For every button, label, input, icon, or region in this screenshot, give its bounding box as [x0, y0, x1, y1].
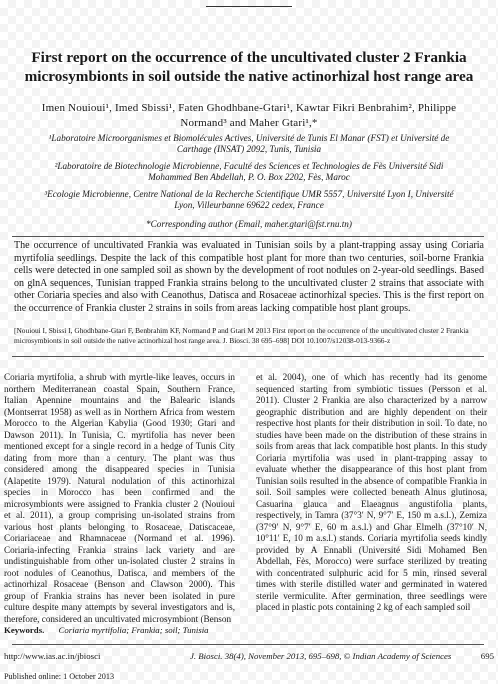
- citation: [Nouioui I, Sbissi I, Ghodhbane-Gtari F, Benbrahim KF, Normand P and Gtari M 2013 First report on the occurrence of the uncultivated cluster 2 Frankia microsymbionts in soil outside the native actinorhizal host range area. J. Biosci. 38 695–698] DOI 10.1007/s12038-013-9366-z: [14, 326, 469, 345]
- published-date: Published online: 1 October 2013: [4, 672, 115, 681]
- body-column-left: Coriaria myrtifolia, a shrub with myrtle-like leaves, occurs in northern Mediterranean coastal Spain, Southern France, Italian Apennine mountains and the Balearic islands (Montserrat 1958) as well as in Northern Africa from western Morocco to the Algerian Kabylia (Good 1930; Gtari and Dawson 2011). In Tunisia, C. myrtifolia has never been mentioned except for a single record in a hedge of Tunis City dating from more than a century. The plant was thus considered among the disappeared species in Tunisia (Alapetite 1979). Natural nodulation of this actinorhizal species in Morocco has been confirmed and the microsymbionts were assigned to Frankia cluster 2 (Nouioui et al. 2011), a group comprising un-isolated strains from various host plants belonging to Rosaceae, Datiscaceae, Coriariaceae and Rhamnaceae (Normand et al. 1996). Coriaria-infecting Frankia strains lack variety and are undistinguishable from other un-isolated cluster 2 strains in root nodules of Ceanothus, Datisca, and members of the actinorhizal Rosaceae (Benson and Clawson 2000). This group of Frankia strains has never been isolated in pure culture despite many attempts by several investigators and is, therefore, considered an uncultivated microsymbiont (Benson: [4, 372, 235, 624]
- journal-url-link[interactable]: http://www.ias.ac.in/jbiosci: [4, 651, 101, 661]
- keywords-text: Coriaria myrtifolia; Frankia; soil; Tunisia: [58, 625, 209, 635]
- abstract-bottom-rule: [12, 356, 484, 357]
- abstract-top-rule: [12, 236, 484, 237]
- keywords-label: Keywords.: [4, 625, 45, 635]
- keywords: [4, 625, 484, 635]
- affiliation-2: ²Laboratoire de Biotechnologie Microbienne, Faculté des Sciences et Technologies de Fès Université Sidi Mohammed Ben Abdellah, P. O. Box 2202, Fès, Maroc: [54, 161, 444, 182]
- journal-reference: J. Biosci. 38(4), November 2013, 695–698, © Indian Academy of Sciences: [190, 651, 452, 661]
- article-title: First report on the occurrence of the uncultivated cluster 2 Frankia microsymbionts in soil outside the native actinorhizal host range area: [24, 49, 474, 85]
- affiliation-1: ¹Laboratoire Microorganismes et Biomolécules Actives, Université de Tunis El Manar (FST) et Université de Carthage (INSAT) 2092, Tunis, Tunisia: [48, 133, 450, 154]
- affiliation-3: ³Ecologie Microbienne, Centre National de la Recherche Scientifique UMR 5557, Université Lyon I, Université Lyon, Villeurbanne 69622 cedex, France: [44, 189, 454, 210]
- corresponding-author: *Corresponding author (Email, maher.gtari@fst.rnu.tn): [146, 219, 352, 229]
- body-column-right: et al. 2004), one of which has recently had its genome sequenced starting from symbiotic tissues (Persson et al. 2011). Cluster 2 Frankia are also characterized by a narrow geographic distribution and are highly dependent on their respective host plants for their distribution in soil. To date, no studies have been made on the distribution of these strains in soils from areas that lack compatible host plants. In this study Coriaria myrtifolia was used in plant-trapping assay to evaluate whether the disappearance of this host plant from Tunisian soils resulted in the absence of compatible Frankia in soil. Soil samples were collected beneath Alnus glutinosa, Casuarina glauca and Elaeagnus angustifolia plants, respectively, in Tamra (37°3′ N, 9°7′ E, 150 m a.s.l.), Zemiza (37°9′ N, 9°7′ E, 60 m a.s.l.) and Ghar Elmelh (37°10′ N, 10°11′ E, 10 m a.s.l.) stands. Coriaria myrtifolia seeds kindly provided by A Ennabli (Université Sidi Mohamed Ben Abdellah, Fès, Morocco) were surface sterilized by treating with concentrated sulphuric acid for 5 min, rinsed several times with sterile distilled water and germinated in watered sterile vermiculite. After germination, three seedlings were placed in plastic pots containing 2 kg of each sampled soil: [256, 372, 487, 612]
- abstract: The occurrence of uncultivated Frankia was evaluated in Tunisian soils by a plant-trapping assay using Coriaria myrtifolia seedlings. Despite the lack of this compatible host plant for more than two centuries, soil-borne Frankia cells were detected in one sampled soil as shown by the development of root nodules on 2-year-old seedlings. Based on glnA sequences, Tunisian trapped Frankia strains belong to the uncultivated cluster 2 strains that associate with other Coriaria species and also with Ceanothus, Datisca and Rosaceae actinorhizal species. This is the first report on the occurrence of Frankia cluster 2 strains in soils from areas lacking compatible host plant groups.: [14, 240, 484, 314]
- affiliations: [40, 133, 458, 217]
- page-number: 695: [480, 651, 494, 661]
- footer-rule: [12, 644, 484, 645]
- author-list: Imen Nouioui¹, Imed Sbissi¹, Faten Ghodhbane-Gtari¹, Kawtar Fikri Benbrahim², Philippe Normand³ and Maher Gtari¹,*: [41, 102, 457, 129]
- header-rule: [206, 6, 292, 7]
